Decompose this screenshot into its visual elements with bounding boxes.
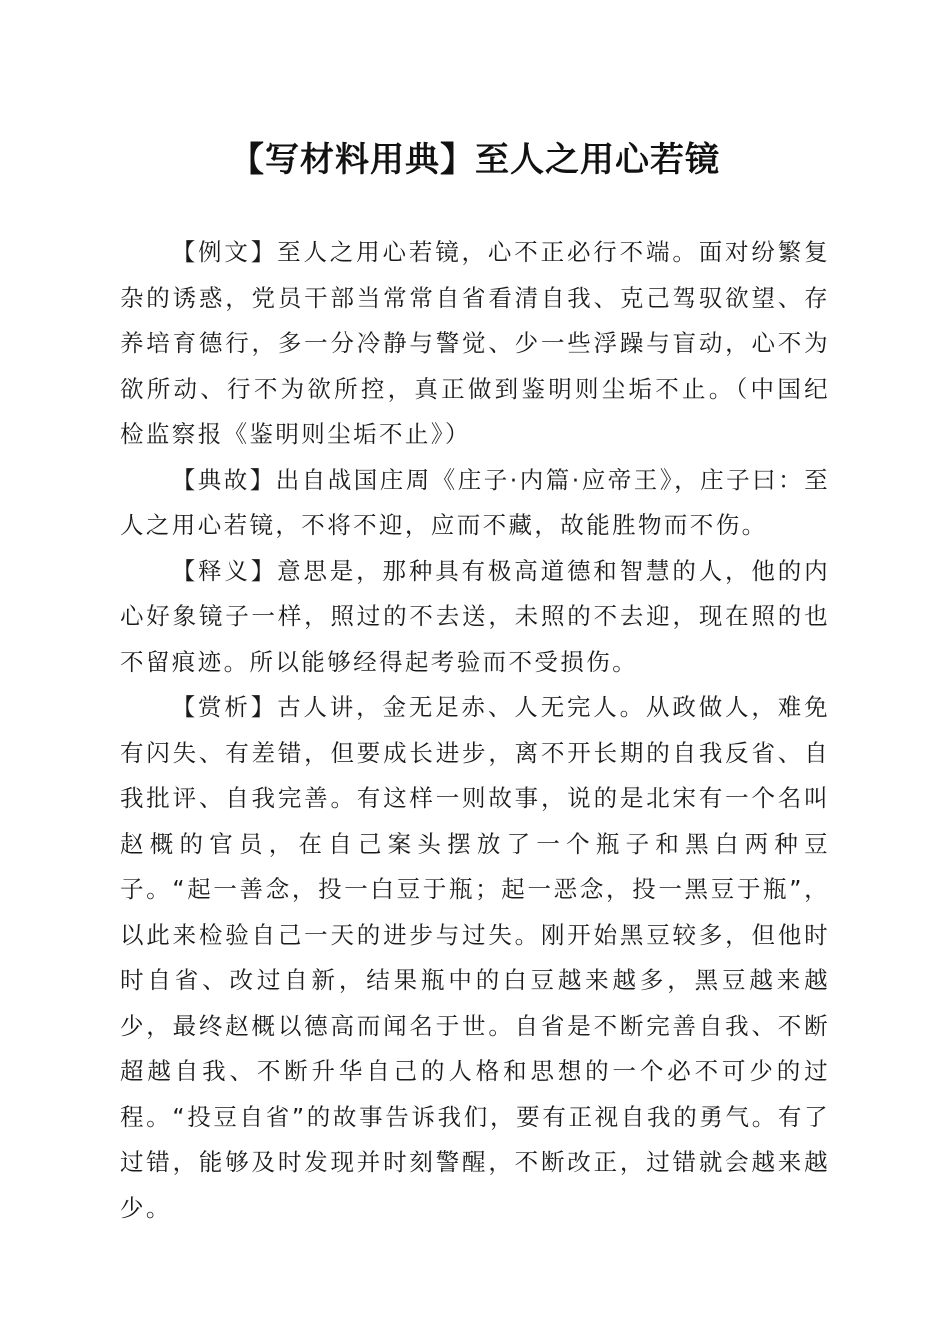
paragraph-appreciation [120, 685, 830, 1231]
paragraph-label: 【典故】 [171, 465, 276, 494]
paragraph-text: 古人讲，金无足赤、人无完人。从政做人，难免有闪失、有差错，但要成长进步，离不开长期的自我反省、自我批评、自我完善。有这样一则故事，说的是北宋有一个名叫赵概的官员，在自己案头摆放了一个瓶子和黑白两种豆子。“起一善念，投一白豆于瓶；起一恶念，投一黑豆于瓶”，以此来检验自己一天的进步与过失。刚开始黑豆较多，但他时时自省、改过自新，结果瓶中的白豆越来越多，黑豆越来越少，最终赵概以德高而闻名于世。自省是不断完善自我、不断超越自我、不断升华自己的人格和思想的一个必不可少的过程。“投豆自省”的故事告诉我们，要有正视自我的勇气。有了过错，能够及时发现并时刻警醒，不断改正，过错就会越来越少。 [120, 693, 830, 1222]
paragraph-label: 【赏析】 [171, 693, 278, 721]
paragraph-label: 【释义】 [171, 556, 278, 585]
paragraph-text: 意思是，那种具有极高道德和智慧的人，他的内心好象镜子一样，照过的不去送，未照的不去迎，现在照的也不留痕迹。所以能够经得起考验而不受损伤。 [120, 556, 830, 676]
document-title: 【写材料用典】至人之用心若镜 [230, 140, 720, 180]
paragraph-text: 至人之用心若镜，心不正必行不端。面对纷繁复杂的诱惑，党员干部当常常自省看清自我、克己驾驭欲望、存养培育德行，多一分冷静与警觉、少一些浮躁与盲动，心不为欲所动、行不为欲所控，真正做到鉴明则尘垢不止。（中国纪检监察报《鉴明则尘垢不止》） [120, 238, 830, 448]
paragraph-label: 【例文】 [171, 238, 278, 266]
paragraph-allusion [120, 458, 830, 549]
paragraph-example [120, 230, 830, 458]
document-body [120, 230, 830, 1231]
paragraph-text: 出自战国庄周《庄子·内篇·应帝王》，庄子曰：至人之用心若镜，不将不迎，应而不藏，故能胜物而不伤。 [120, 465, 831, 539]
paragraph-meaning [120, 549, 830, 686]
